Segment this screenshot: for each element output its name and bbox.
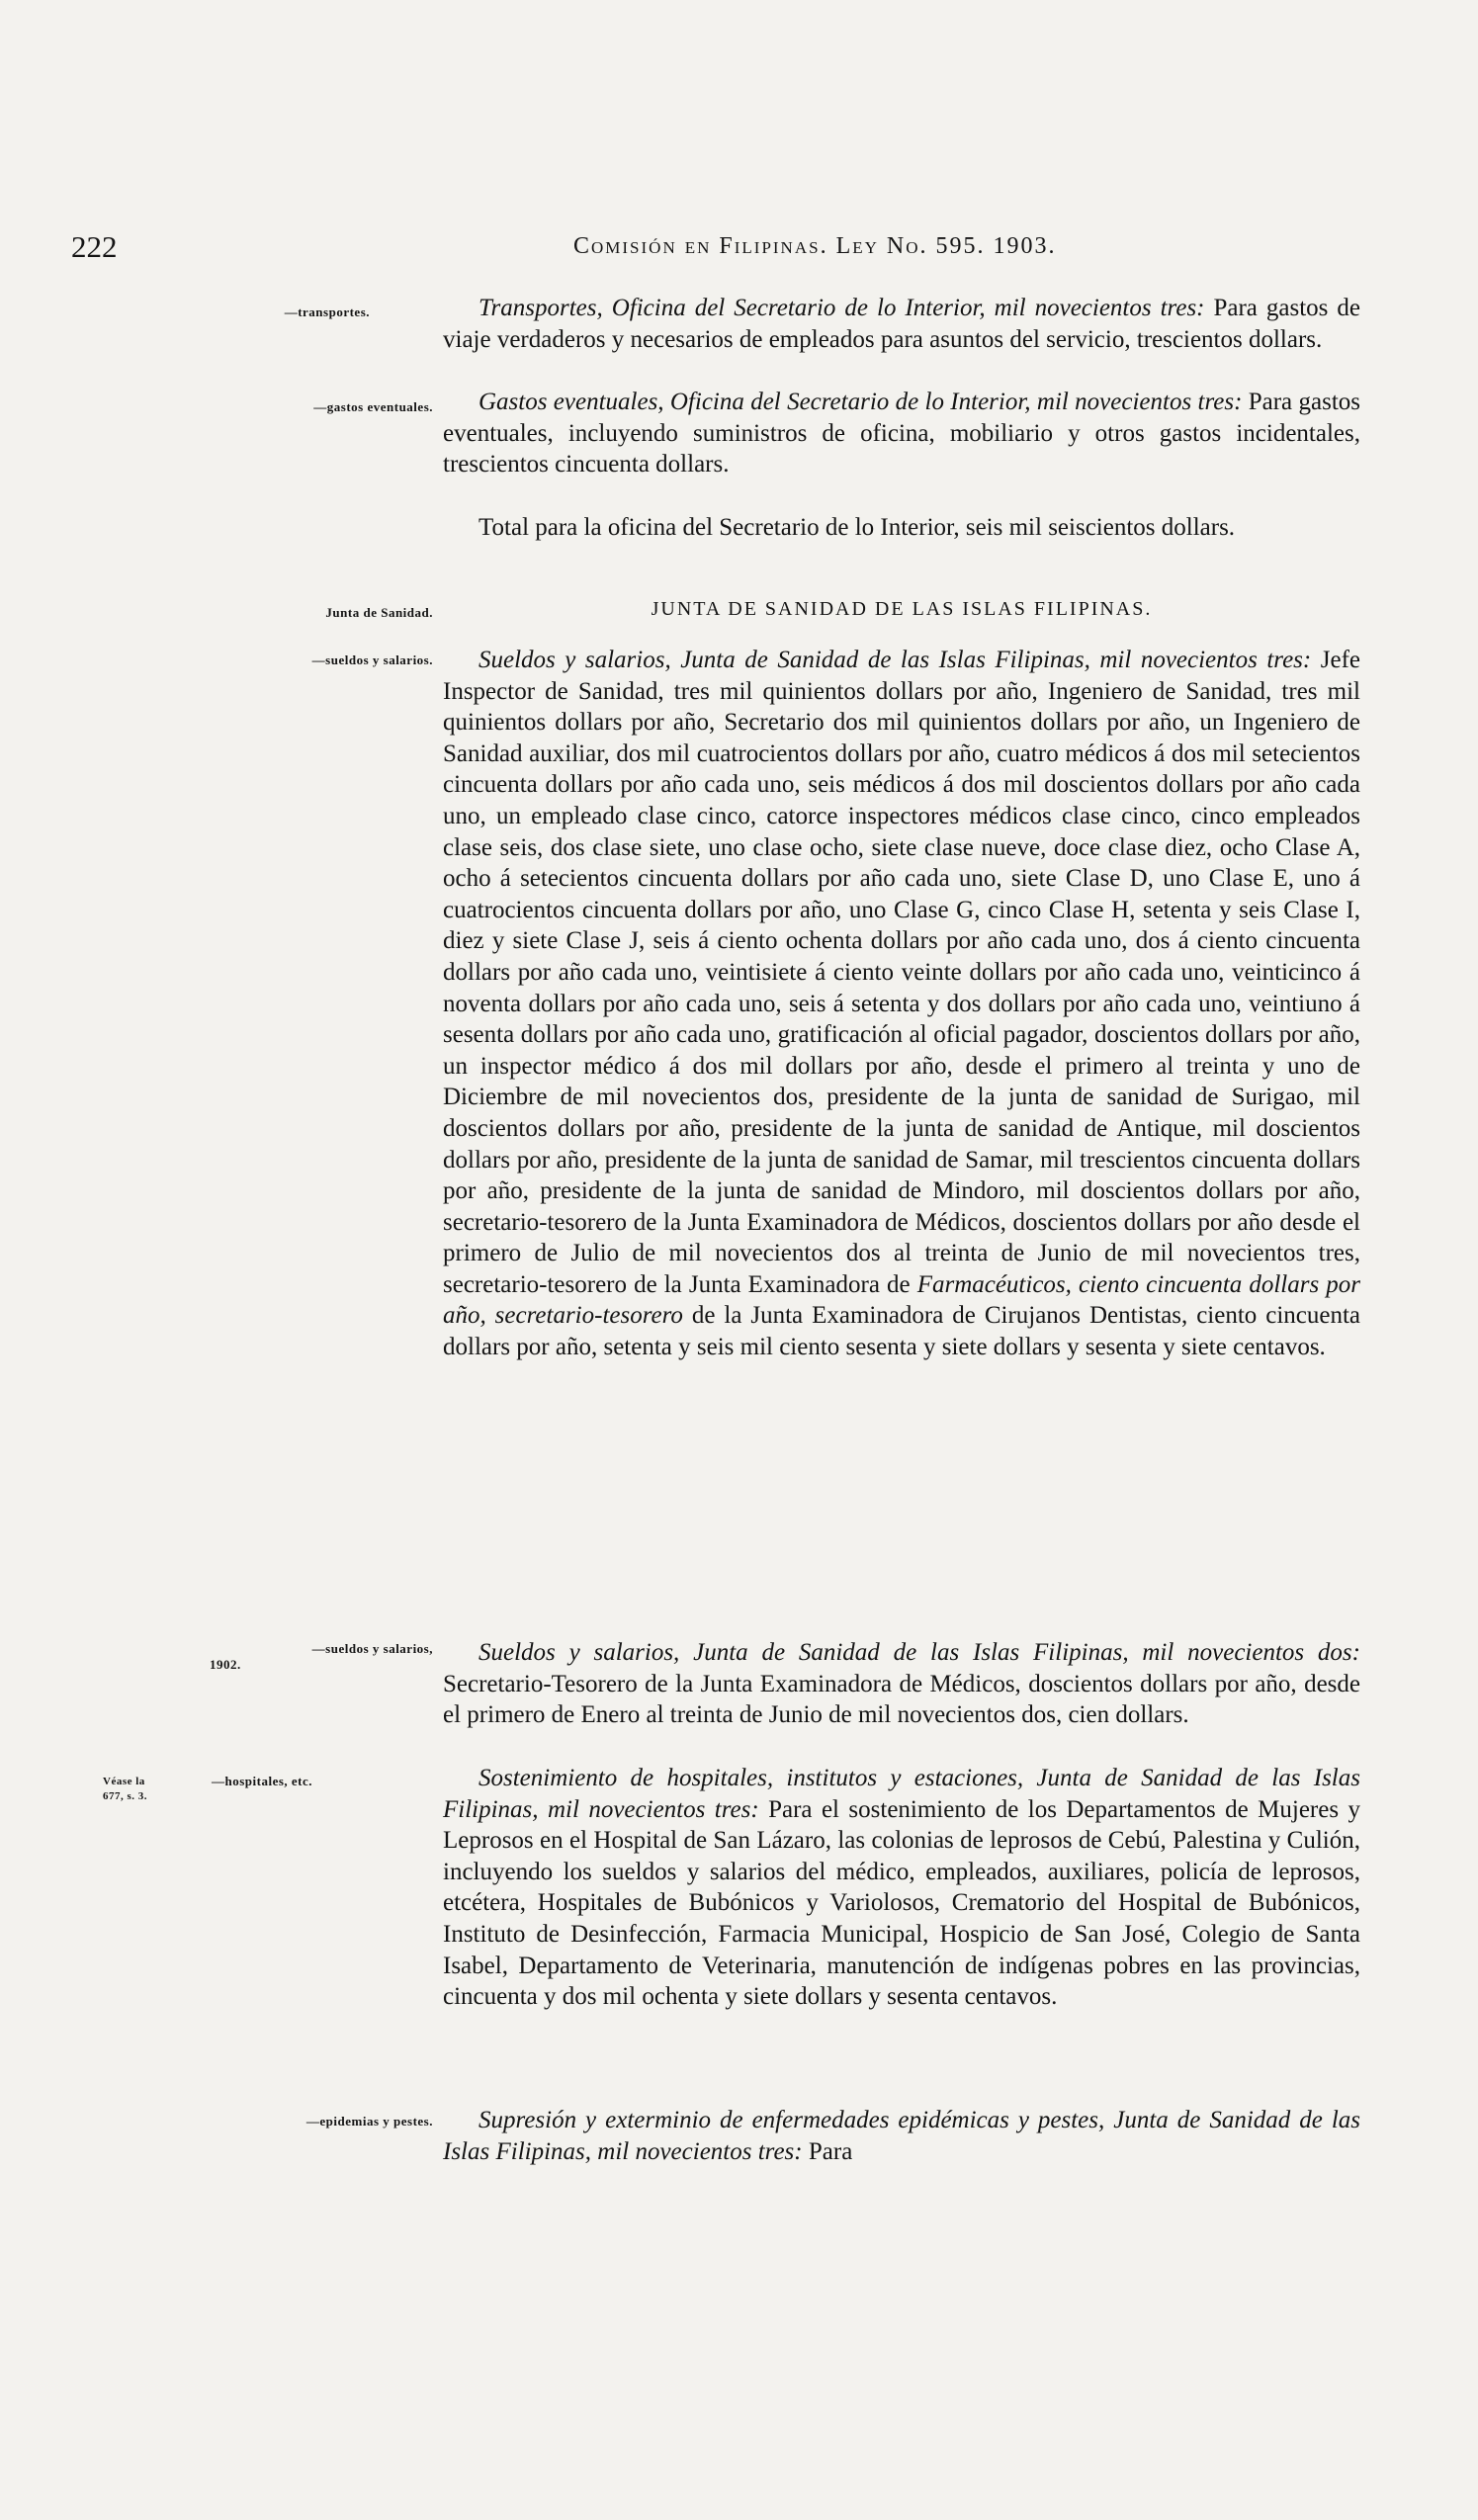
margin-note-gastos: —gastos eventuales. xyxy=(313,399,433,414)
margin-note-sueldos-1902: —sueldos y salarios, xyxy=(311,1641,433,1656)
paragraph-lead-italic: Sostenimiento de hospitales, institutos y estaciones, Junta de Sanidad de las Islas Filipinas, mil novecientos tres: xyxy=(443,1765,1360,1823)
paragraph-lead-italic: Sueldos y salarios, Junta de Sanidad de las Islas Filipinas, mil novecientos dos: xyxy=(478,1639,1360,1666)
margin-note-hospitales: —hospitales, etc. xyxy=(212,1774,313,1788)
paragraph-text: Jefe Inspector de Sanidad, tres mil quinientos dollars por año, Ingeniero de Sanidad, tres mil quinientos dollars por año, Secretario dos mil quinientos dollars por año, un Ingeniero de Sanidad auxiliar, dos mil cuatrocientos dollars por año, cuatro médicos á dos mil setecientos cincuenta dollars por año cada uno, seis médicos á dos mil doscientos dollars por año cada uno, un empleado clase cinco, catorce inspectores médicos clase cinco, cinco empleados clase seis, dos clase siete, uno clase ocho, siete clase nueve, doce clase diez, ocho Clase A, ocho á setecientos cincuenta dollars por año cada uno, siete Clase D, uno Clase E, uno á cuatrocientos cincuenta dollars por año, uno Clase G, cinco Clase H, setenta y seis Clase I, diez y siete Clase J, seis á ciento ochenta dollars por año cada uno, dos á ciento cincuenta dollars por año cada uno, veintisiete á ciento veinte dollars por año cada uno, veinticinco á noventa dollars por año cada uno, seis á setenta y dos dollars por año cada uno, veintiuno á sesenta dollars por año cada uno, gratificación al oficial pagador, doscientos dollars por año, un inspector médico á dos mil dollars por año, desde el primero al treinta y uno de Diciembre de mil novecientos dos, presidente de la junta de sanidad de Surigao, mil doscientos dollars por año, presidente de la junta de sanidad de Antique, mil doscientos dollars por año, presidente de la junta de sanidad de Samar, mil trescientos cincuenta dollars por año, presidente de la junta de sanidad de Mindoro, mil doscientos dollars por año, secretario-tesorero de la Junta Examinadora de Médicos, doscientos dollars por año desde el primero de Julio de mil novecientos dos al treinta de Junio de mil novecientos tres, secretario-tesorero de la Junta Examinadora de xyxy=(443,647,1360,1298)
paragraph-epidemias xyxy=(443,2105,1360,2167)
paragraph-text: Para gastos de viaje verdaderos y necesarios de empleados para asuntos del servicio, trescientos dollars. xyxy=(443,295,1360,353)
margin-note-vease-ref: 677, s. 3. xyxy=(103,1790,148,1802)
paragraph-lead-italic: Transportes, Oficina del Secretario de lo Interior, mil novecientos tres: xyxy=(478,295,1205,321)
margin-note-junta: Junta de Sanidad. xyxy=(325,605,433,620)
paragraph-hospitales xyxy=(443,1763,1360,2013)
paragraph-inline-italic: Farmacéuticos, ciento cincuenta dollars por año, secretario-tesorero xyxy=(443,1270,1361,1330)
paragraph-text: de la Junta Examinadora de Cirujanos Dentistas, ciento cincuenta dollars por año, setenta y seis mil ciento sesenta y siete dollars y sesenta y siete centavos. xyxy=(443,1302,1360,1361)
page-header xyxy=(71,229,1258,269)
margin-note-sueldos: —sueldos y salarios. xyxy=(311,652,433,667)
paragraph-gastos-eventuales xyxy=(443,387,1360,480)
paragraph-lead-italic: Supresión y exterminio de enfermedades epidémicas y pestes, Junta de Sanidad de las Islas Filipinas, mil novecientos tres: xyxy=(443,2107,1360,2165)
paragraph-text: Para el sostenimiento de los Departamentos de Mujeres y Leprosos en el Hospital de San Lázaro, las colonias de leprosos de Cebú, Palestina y Culión, incluyendo los sueldos y salarios del médico, empleados, auxiliares, policía de leprosos, etcétera, Hospitales de Bubónicos y Variolosos, Crematorio del Hospital de Bubónicos, Instituto de Desinfección, Farmacia Municipal, Hospicio de San José, Colegio de Santa Isabel, Departamento de Veterinaria, manutención de indígenas pobres en las provincias, cincuenta y dos mil ochenta y siete dollars y sesenta centavos. xyxy=(443,1795,1360,2011)
paragraph-lead-italic: Sueldos y salarios, Junta de Sanidad de las Islas Filipinas, mil novecientos tres: xyxy=(478,647,1312,673)
paragraph-transportes xyxy=(443,293,1360,355)
paragraph-text: Para gastos eventuales, incluyendo suministros de oficina, mobiliario y otros gastos incidentales, trescientos cincuenta dollars. xyxy=(443,389,1360,478)
paragraph-text: Secretario-Tesorero de la Junta Examinadora de Médicos, doscientos dollars por año, desde el primero de Enero al treinta de Junio de mil novecientos dos, cien dollars. xyxy=(443,1670,1360,1729)
page-number: 222 xyxy=(71,229,118,264)
section-heading: JUNTA DE SANIDAD DE LAS ISLAS FILIPINAS. xyxy=(651,598,1153,620)
paragraph-text: Para xyxy=(802,2137,853,2165)
margin-note-epidemias: —epidemias y pestes. xyxy=(305,2114,433,2129)
paragraph-sueldos-1903 xyxy=(443,645,1360,1363)
running-head: Comisión en Filipinas. Ley No. 595. 1903. xyxy=(573,233,1057,259)
paragraph-sueldos-1902 xyxy=(443,1637,1360,1731)
margin-note-sueldos-year: 1902. xyxy=(210,1657,241,1672)
paragraph-lead-italic: Gastos eventuales, Oficina del Secretario de lo Interior, mil novecientos tres: xyxy=(478,389,1243,415)
margin-note-transportes: —transportes. xyxy=(284,304,370,319)
margin-note-vease: Véase la xyxy=(103,1776,145,1787)
paragraph-total: Total para la oficina del Secretario de lo Interior, seis mil seiscientos dollars. xyxy=(478,514,1236,541)
